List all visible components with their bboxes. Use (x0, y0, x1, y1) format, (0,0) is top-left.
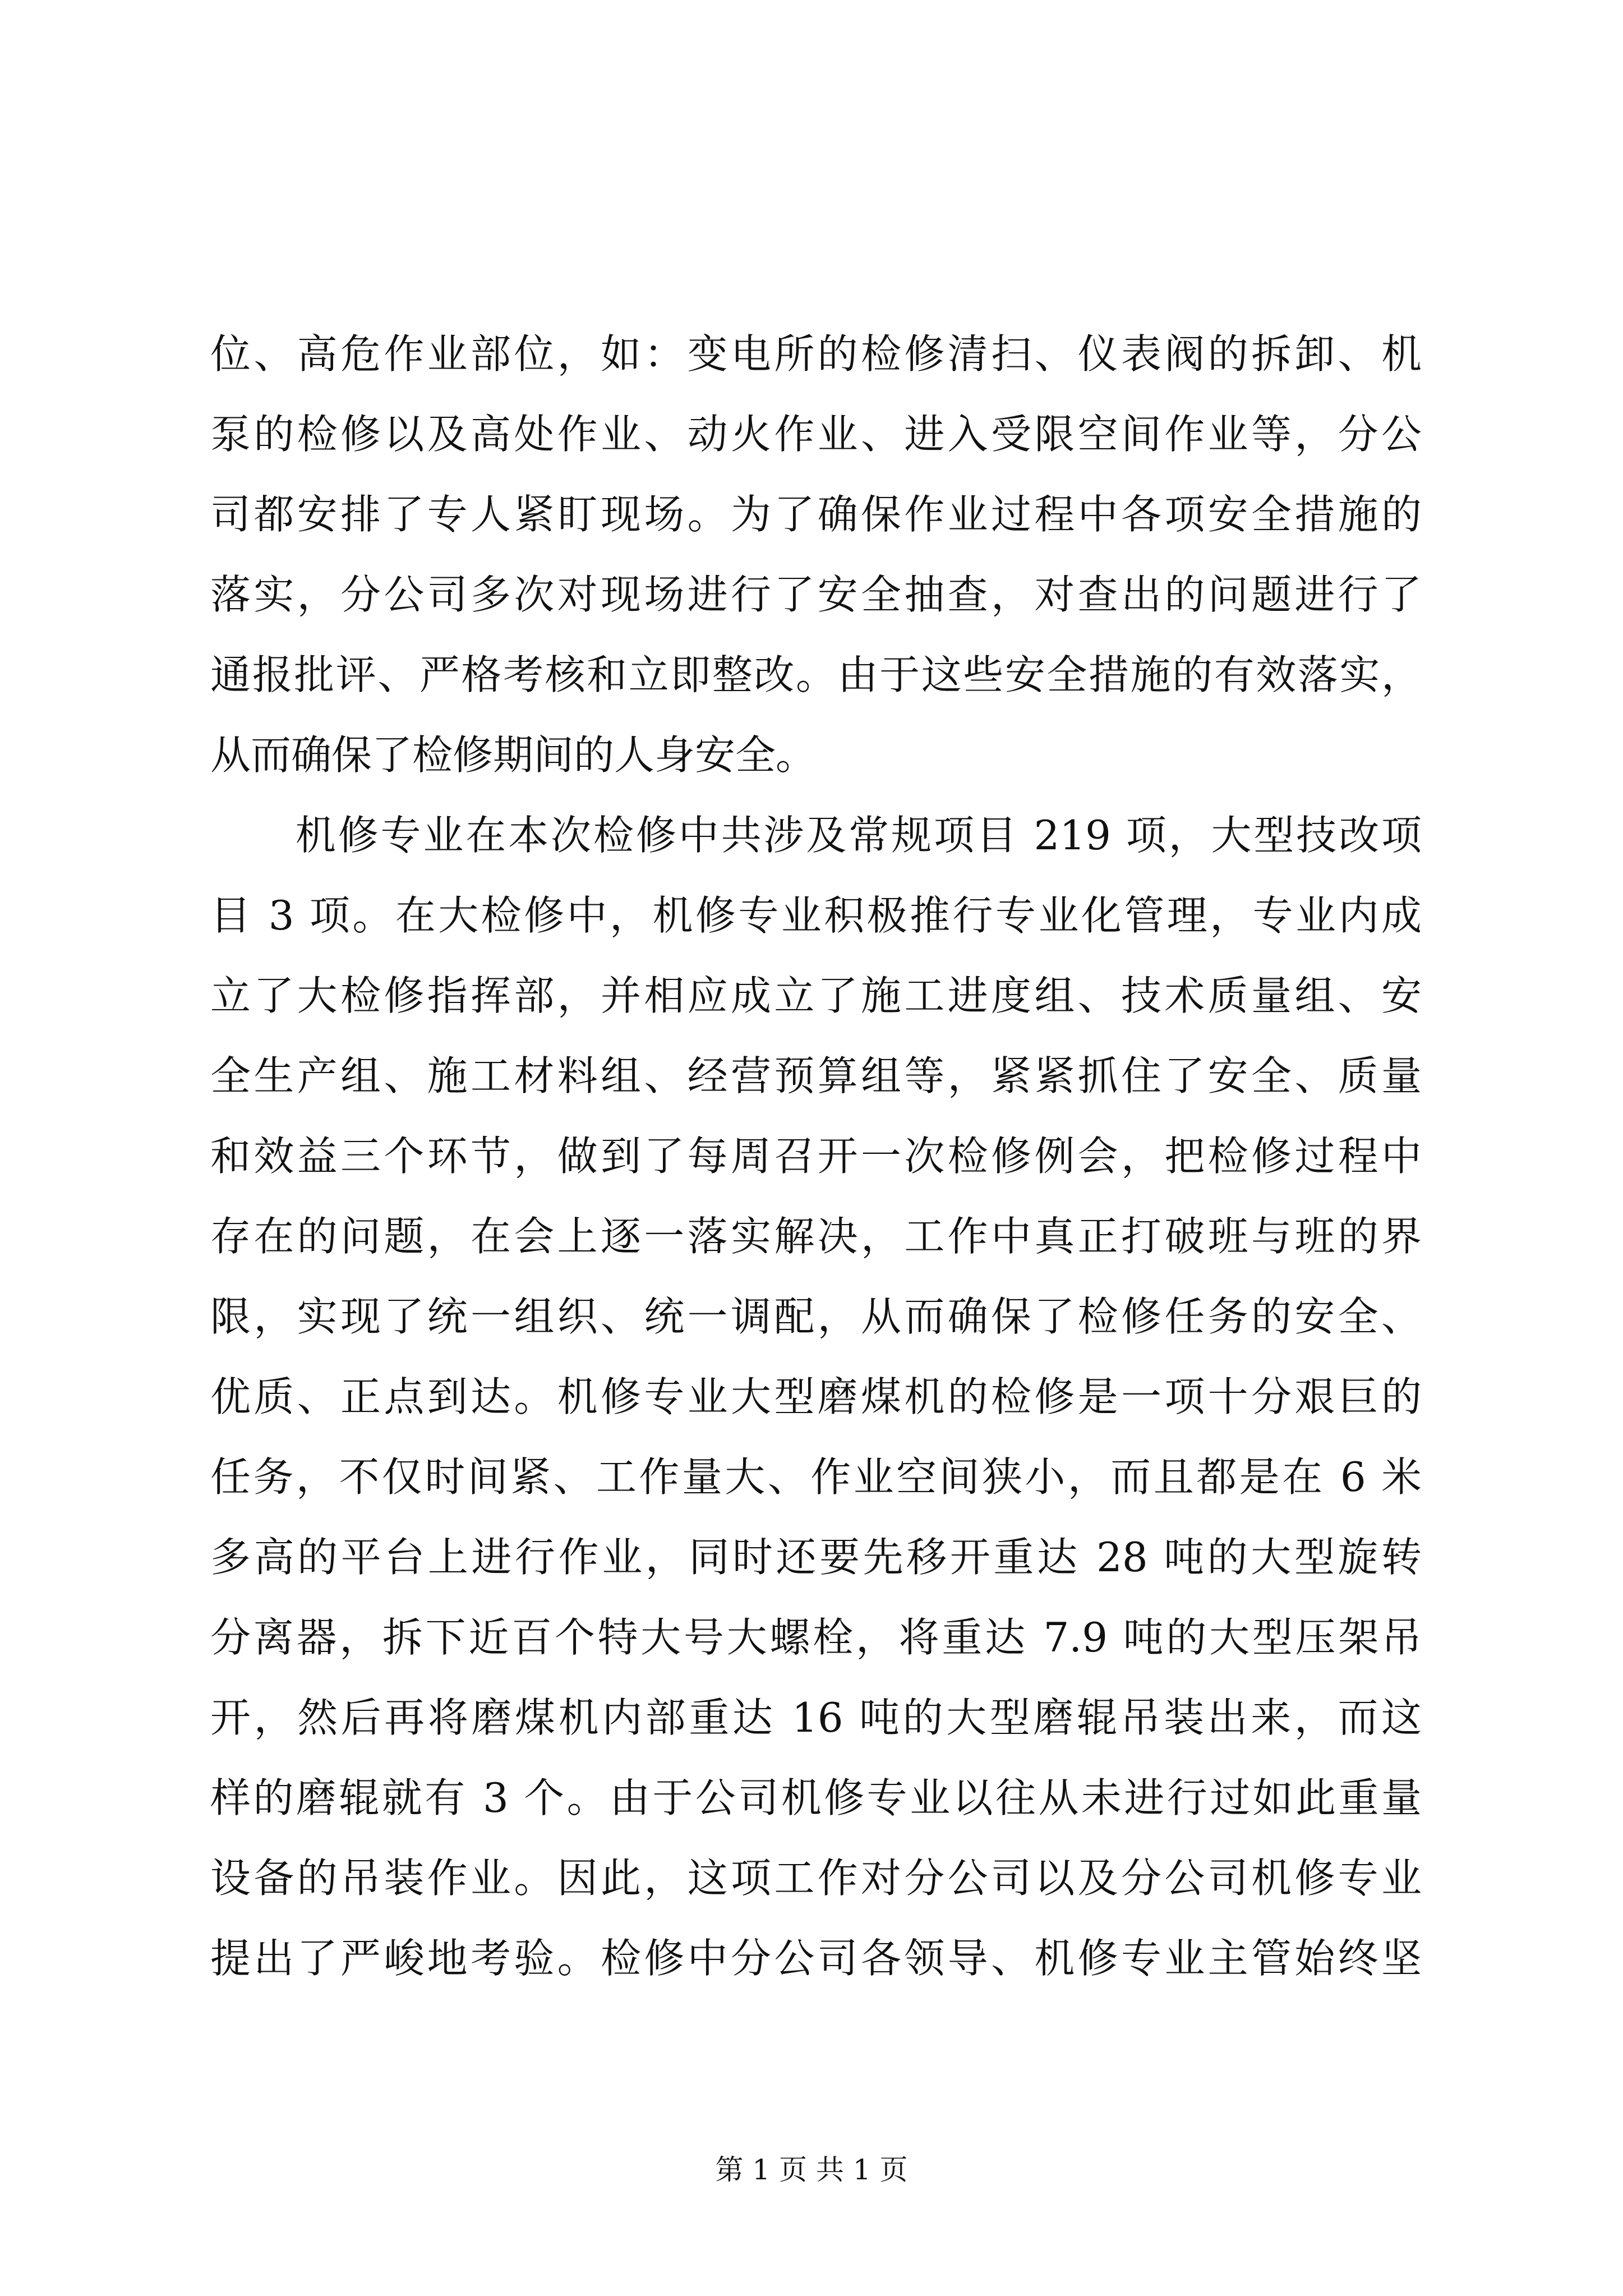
text-line: 泵的检修以及高处作业、动火作业、进入受限空间作业等，分公 (210, 411, 1422, 458)
text-line: 提出了严峻地考验。检修中分公司各领导、机修专业主管始终坚 (210, 1935, 1422, 1982)
text-line: 从而确保了检修期间的人身安全。 (210, 731, 817, 779)
page-footer (0, 2153, 1623, 2187)
text-line: 司都安排了专人紧盯现场。为了确保作业过程中各项安全措施的 (210, 491, 1422, 538)
text-line: 样的磨辊就有 3 个。由于公司机修专业以往从未进行过如此重量 (210, 1774, 1422, 1821)
text-line: 分离器，拆下近百个特大号大螺栓，将重达 7.9 吨的大型压架吊 (210, 1614, 1422, 1661)
text-line: 落实，分公司多次对现场进行了安全抽查，对查出的问题进行了 (210, 571, 1422, 618)
text-line: 多高的平台上进行作业，同时还要先移开重达 28 吨的大型旋转 (210, 1534, 1422, 1581)
body-text (210, 314, 1422, 1999)
text-line: 立了大检修指挥部，并相应成立了施工进度组、技术质量组、安 (210, 972, 1422, 1019)
text-line: 目 3 项。在大检修中，机修专业积极推行专业化管理，专业内成 (210, 892, 1422, 939)
text-line: 任务，不仅时间紧、工作量大、作业空间狭小，而且都是在 6 米 (210, 1453, 1422, 1501)
text-line: 优质、正点到达。机修专业大型磨煤机的检修是一项十分艰巨的 (210, 1373, 1422, 1420)
text-line: 开，然后再将磨煤机内部重达 16 吨的大型磨辊吊装出来，而这 (210, 1694, 1422, 1741)
text-line: 限，实现了统一组织、统一调配，从而确保了检修任务的安全、 (210, 1293, 1422, 1340)
page-number: 第 1 页 共 1 页 (715, 2154, 908, 2186)
text-line: 存在的问题，在会上逐一落实解决，工作中真正打破班与班的界 (210, 1213, 1422, 1260)
text-line: 位、高危作业部位，如：变电所的检修清扫、仪表阀的拆卸、机 (210, 330, 1422, 378)
text-line: 通报批评、严格考核和立即整改。由于这些安全措施的有效落实， (210, 651, 1422, 698)
text-line: 设备的吊装作业。因此，这项工作对分公司以及分公司机修专业 (210, 1855, 1422, 1902)
text-line: 全生产组、施工材料组、经营预算组等，紧紧抓住了安全、质量 (210, 1052, 1422, 1099)
text-line: 机修专业在本次检修中共涉及常规项目 219 项，大型技改项 (210, 812, 1422, 859)
text-line: 和效益三个环节，做到了每周召开一次检修例会，把检修过程中 (210, 1133, 1422, 1180)
